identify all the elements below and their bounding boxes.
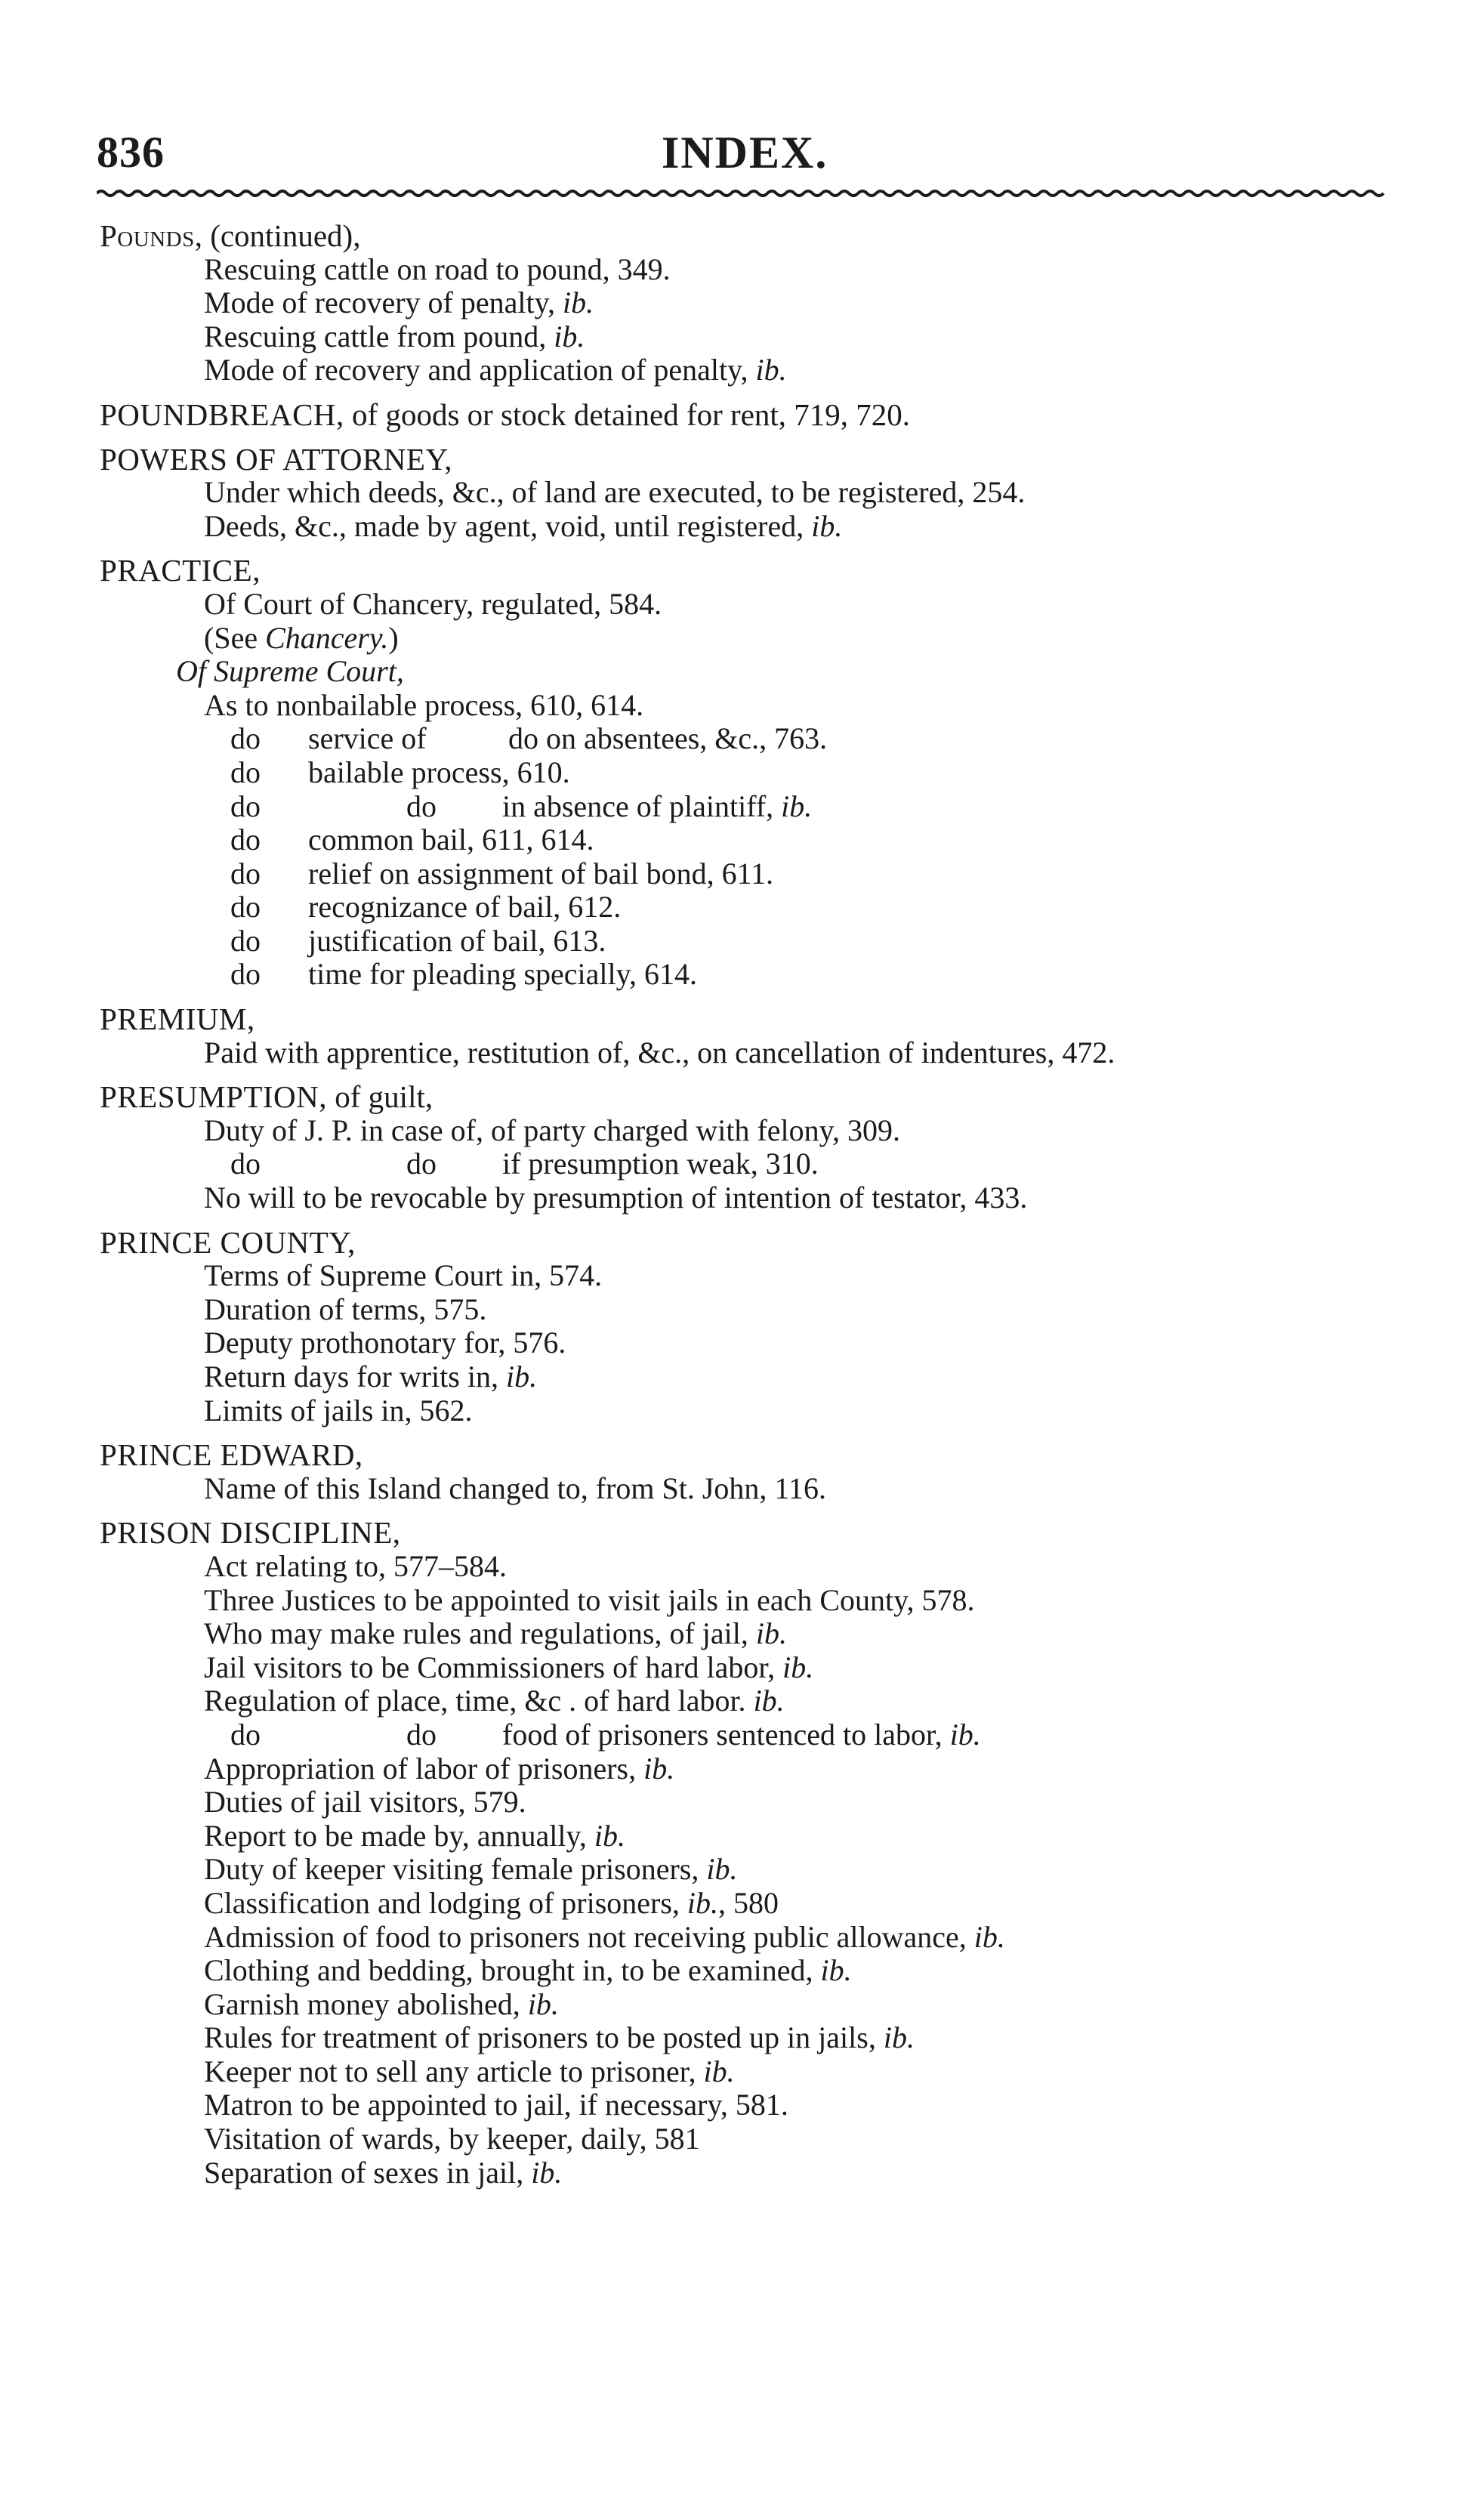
italic-ref: Of Supreme Court, — [176, 654, 404, 689]
index-entry — [0, 1472, 1484, 1506]
index-entry — [0, 622, 1484, 656]
index-section — [0, 1438, 1484, 1505]
entry-text: Under which deeds, &c., of land are executed, to be registered, 254. — [204, 475, 1026, 510]
index-entry — [0, 588, 1484, 622]
entry-text: Duty of J. P. in case of, of party charged with felony, 309. — [204, 1113, 901, 1147]
ditto-entry — [0, 890, 1484, 924]
entry-text: common bail, 611, 614. — [308, 823, 594, 857]
entry-text: food of prisoners sentenced to labor, ib. — [502, 1717, 981, 1752]
ditto-mark: do — [230, 957, 261, 992]
ibid-ref: ib. — [594, 1818, 626, 1853]
entry-text: Deputy prothonotary for, 576. — [204, 1326, 566, 1360]
page-title: INDEX. — [662, 128, 828, 177]
heading-suffix: of goods or stock detained for rent, 719, 720. — [344, 397, 911, 432]
ditto-entry — [0, 1718, 1484, 1752]
index-entry — [0, 353, 1484, 387]
ibid-ref: ib. — [527, 1986, 559, 2021]
index-entry — [0, 2055, 1484, 2089]
entry-text: if presumption weak, 310. — [502, 1147, 819, 1181]
index-entry — [0, 1293, 1484, 1327]
ditto-mark: do — [230, 721, 261, 756]
index-section — [0, 1226, 1484, 1428]
index-section — [0, 554, 1484, 992]
index-entries — [0, 219, 1484, 2200]
index-entry — [0, 2156, 1484, 2190]
index-entry — [0, 1114, 1484, 1148]
ditto-mark: do — [230, 789, 261, 823]
index-entry — [0, 1651, 1484, 1685]
index-entry — [0, 2021, 1484, 2055]
entry-text: time for pleading specially, 614. — [308, 957, 698, 992]
entry-text: Paid with apprentice, restitution of, &c., on cancellation of indentures, 472. — [204, 1035, 1115, 1069]
ditto-mark: do — [406, 789, 437, 823]
index-entry — [0, 1394, 1484, 1428]
entry-text: Deeds, &c., made by agent, void, until registered, — [204, 508, 812, 543]
entry-text: justification of bail, 613. — [308, 923, 606, 958]
entry-text: Appropriation of labor of prisoners, — [204, 1751, 644, 1786]
index-entry — [0, 1684, 1484, 1718]
entry-text: Admission of food to prisoners not receiving public allowance, — [204, 1919, 974, 1954]
entry-text: Mode of recovery of penalty, — [204, 286, 563, 320]
ibid-ref: ib. — [883, 2020, 915, 2055]
ditto-mark: do — [230, 823, 261, 857]
entry-text: Duration of terms, 575. — [204, 1292, 487, 1326]
ditto-mark: do — [406, 1717, 437, 1752]
ibid-ref: ib. — [755, 1616, 788, 1651]
index-section — [0, 1080, 1484, 1215]
heading-term: POUNDBREACH, — [100, 397, 344, 432]
ibid-ref: ib. — [949, 1717, 981, 1752]
entry-text: Rescuing cattle on road to pound, 349. — [204, 252, 671, 286]
ditto-mark: do — [230, 755, 261, 789]
ditto-mark: do — [230, 1147, 261, 1181]
index-entry — [0, 1954, 1484, 1988]
index-entry — [0, 1617, 1484, 1651]
page-number: 836 — [97, 128, 165, 177]
index-entry — [0, 476, 1484, 510]
entry-text: bailable process, 610. — [308, 755, 570, 789]
index-section — [0, 219, 1484, 387]
ibid-ref: ib. — [782, 1650, 814, 1684]
index-entry — [0, 1921, 1484, 1955]
ibid-ref: ib. — [811, 508, 843, 543]
entry-text: Terms of Supreme Court in, 574. — [204, 1258, 603, 1293]
heading-term: PRISON DISCIPLINE, — [100, 1515, 401, 1551]
entry-text: Report to be made by, annually, — [204, 1818, 594, 1853]
entry-text: Rescuing cattle from pound, — [204, 319, 554, 353]
index-entry — [0, 689, 1484, 723]
ibid-ref: ib. — [820, 1953, 852, 1988]
index-entry — [0, 1259, 1484, 1293]
entry-text: No will to be revocable by presumption of intention of testator, 433. — [204, 1181, 1028, 1215]
ditto-entry — [0, 857, 1484, 891]
index-entry — [0, 1181, 1484, 1215]
ibid-ref: ib. — [755, 353, 787, 387]
entry-text: Visitation of wards, by keeper, daily, 581 — [204, 2122, 700, 2156]
heading-term: POWERS OF ATTORNEY, — [100, 441, 453, 477]
entry-text: Mode of recovery and application of penalty, — [204, 353, 756, 387]
index-entry — [0, 1853, 1484, 1887]
ditto-entry — [0, 924, 1484, 958]
section-heading — [0, 1438, 1484, 1472]
ditto-entry — [0, 823, 1484, 857]
index-entry — [0, 1752, 1484, 1786]
ditto-mark: do — [230, 856, 261, 890]
ibid-ref: ib. — [554, 319, 585, 353]
index-section — [0, 1002, 1484, 1069]
index-entry — [0, 2088, 1484, 2122]
ditto-mark: do — [230, 1717, 261, 1752]
ibid-ref: ib. — [505, 1360, 538, 1394]
heading-term: PRACTICE, — [100, 553, 261, 588]
index-entry — [0, 320, 1484, 354]
section-heading — [0, 554, 1484, 588]
entry-text: relief on assignment of bail bond, 611. — [308, 856, 774, 890]
ibid-ref: ib. — [531, 2155, 563, 2190]
section-heading — [0, 443, 1484, 477]
entry-text: recognizance of bail, 612. — [308, 890, 622, 924]
index-entry — [0, 2122, 1484, 2156]
section-heading — [0, 1226, 1484, 1260]
index-section — [0, 1516, 1484, 2190]
ditto-entry — [0, 756, 1484, 790]
heading-term: PRINCE COUNTY, — [100, 1224, 356, 1260]
entry-text: Of Court of Chancery, regulated, 584. — [204, 586, 662, 621]
index-entry — [0, 1360, 1484, 1394]
heading-term: PRINCE EDWARD, — [100, 1437, 363, 1473]
entry-text: Return days for writs in, — [204, 1360, 506, 1394]
index-entry — [0, 1786, 1484, 1820]
heading-term: PREMIUM, — [100, 1002, 255, 1037]
ibid-ref: ib. — [703, 2054, 735, 2088]
section-heading — [0, 219, 1484, 253]
ibid-ref: ib. — [781, 789, 813, 823]
entry-text: Duties of jail visitors, 579. — [204, 1785, 526, 1820]
entry-text: do on absentees, &c., 763. — [508, 721, 828, 756]
index-entry — [0, 1887, 1484, 1921]
italic-ref: Chancery. — [265, 620, 389, 655]
index-entry — [0, 1988, 1484, 2022]
index-entry — [0, 1584, 1484, 1618]
entry-text: Garnish money abolished, — [204, 1986, 528, 2021]
entry-text: Who may make rules and regulations, of jail, — [204, 1616, 756, 1651]
wavy-rule — [97, 187, 1388, 199]
entry-text: (See — [204, 620, 266, 655]
index-entry — [0, 1036, 1484, 1070]
index-entry — [0, 510, 1484, 544]
ditto-entry — [0, 958, 1484, 992]
ditto-mark: do — [230, 923, 261, 958]
heading-term: PRESUMPTION, — [100, 1079, 328, 1115]
heading-term: Pounds — [100, 218, 195, 253]
heading-suffix: , (continued), — [194, 218, 361, 253]
entry-text: Matron to be appointed to jail, if necessary, 581. — [204, 2088, 788, 2122]
entry-text: Duty of keeper visiting female prisoners, — [204, 1852, 707, 1887]
index-entry — [0, 253, 1484, 287]
index-entry — [0, 655, 1484, 689]
entry-text: Clothing and bedding, brought in, to be examined, — [204, 1953, 821, 1988]
ditto-entry — [0, 790, 1484, 824]
section-heading — [0, 1002, 1484, 1036]
entry-text: Separation of sexes in jail, — [204, 2155, 532, 2190]
ditto-entry — [0, 1147, 1484, 1181]
entry-text: Regulation of place, time, &c . of hard labor. — [204, 1684, 754, 1718]
ibid-ref: ib. — [706, 1852, 738, 1887]
ibid-ref: ib. — [753, 1684, 785, 1718]
section-heading — [0, 398, 1484, 432]
entry-text: Three Justices to be appointed to visit jails in each County, 578. — [204, 1582, 975, 1617]
entry-text: Classification and lodging of prisoners, — [204, 1885, 687, 1920]
ibid-ref: ib. — [563, 286, 594, 320]
ditto-mark: do — [230, 890, 261, 924]
section-heading — [0, 1516, 1484, 1550]
index-section — [0, 398, 1484, 432]
entry-text: in absence of plaintiff, ib. — [502, 789, 813, 823]
index-entry — [0, 1550, 1484, 1584]
entry-text: service of — [308, 721, 427, 756]
ditto-entry — [0, 722, 1484, 756]
entry-text: Jail visitors to be Commissioners of hard labor, — [204, 1650, 783, 1684]
entry-tail: ) — [388, 620, 399, 655]
section-heading — [0, 1080, 1484, 1114]
entry-text: Act relating to, 577–584. — [204, 1548, 508, 1583]
index-entry — [0, 1820, 1484, 1853]
ibid-ref: ib. — [973, 1919, 1005, 1954]
ibid-ref: ib. — [686, 1885, 719, 1920]
entry-text: Rules for treatment of prisoners to be posted up in jails, — [204, 2020, 884, 2055]
index-entry — [0, 1326, 1484, 1360]
entry-text: Name of this Island changed to, from St. John, 116. — [204, 1471, 826, 1505]
entry-text: Keeper not to sell any article to prisoner, — [204, 2054, 704, 2088]
entry-text: Limits of jails in, 562. — [204, 1393, 473, 1428]
index-entry — [0, 286, 1484, 320]
heading-suffix: of guilt, — [327, 1079, 433, 1115]
entry-text: As to nonbailable process, 610, 614. — [204, 687, 644, 722]
index-section — [0, 443, 1484, 544]
ditto-mark: do — [406, 1147, 437, 1181]
ibid-ref: ib. — [643, 1751, 675, 1786]
entry-tail: , 580 — [718, 1885, 779, 1920]
